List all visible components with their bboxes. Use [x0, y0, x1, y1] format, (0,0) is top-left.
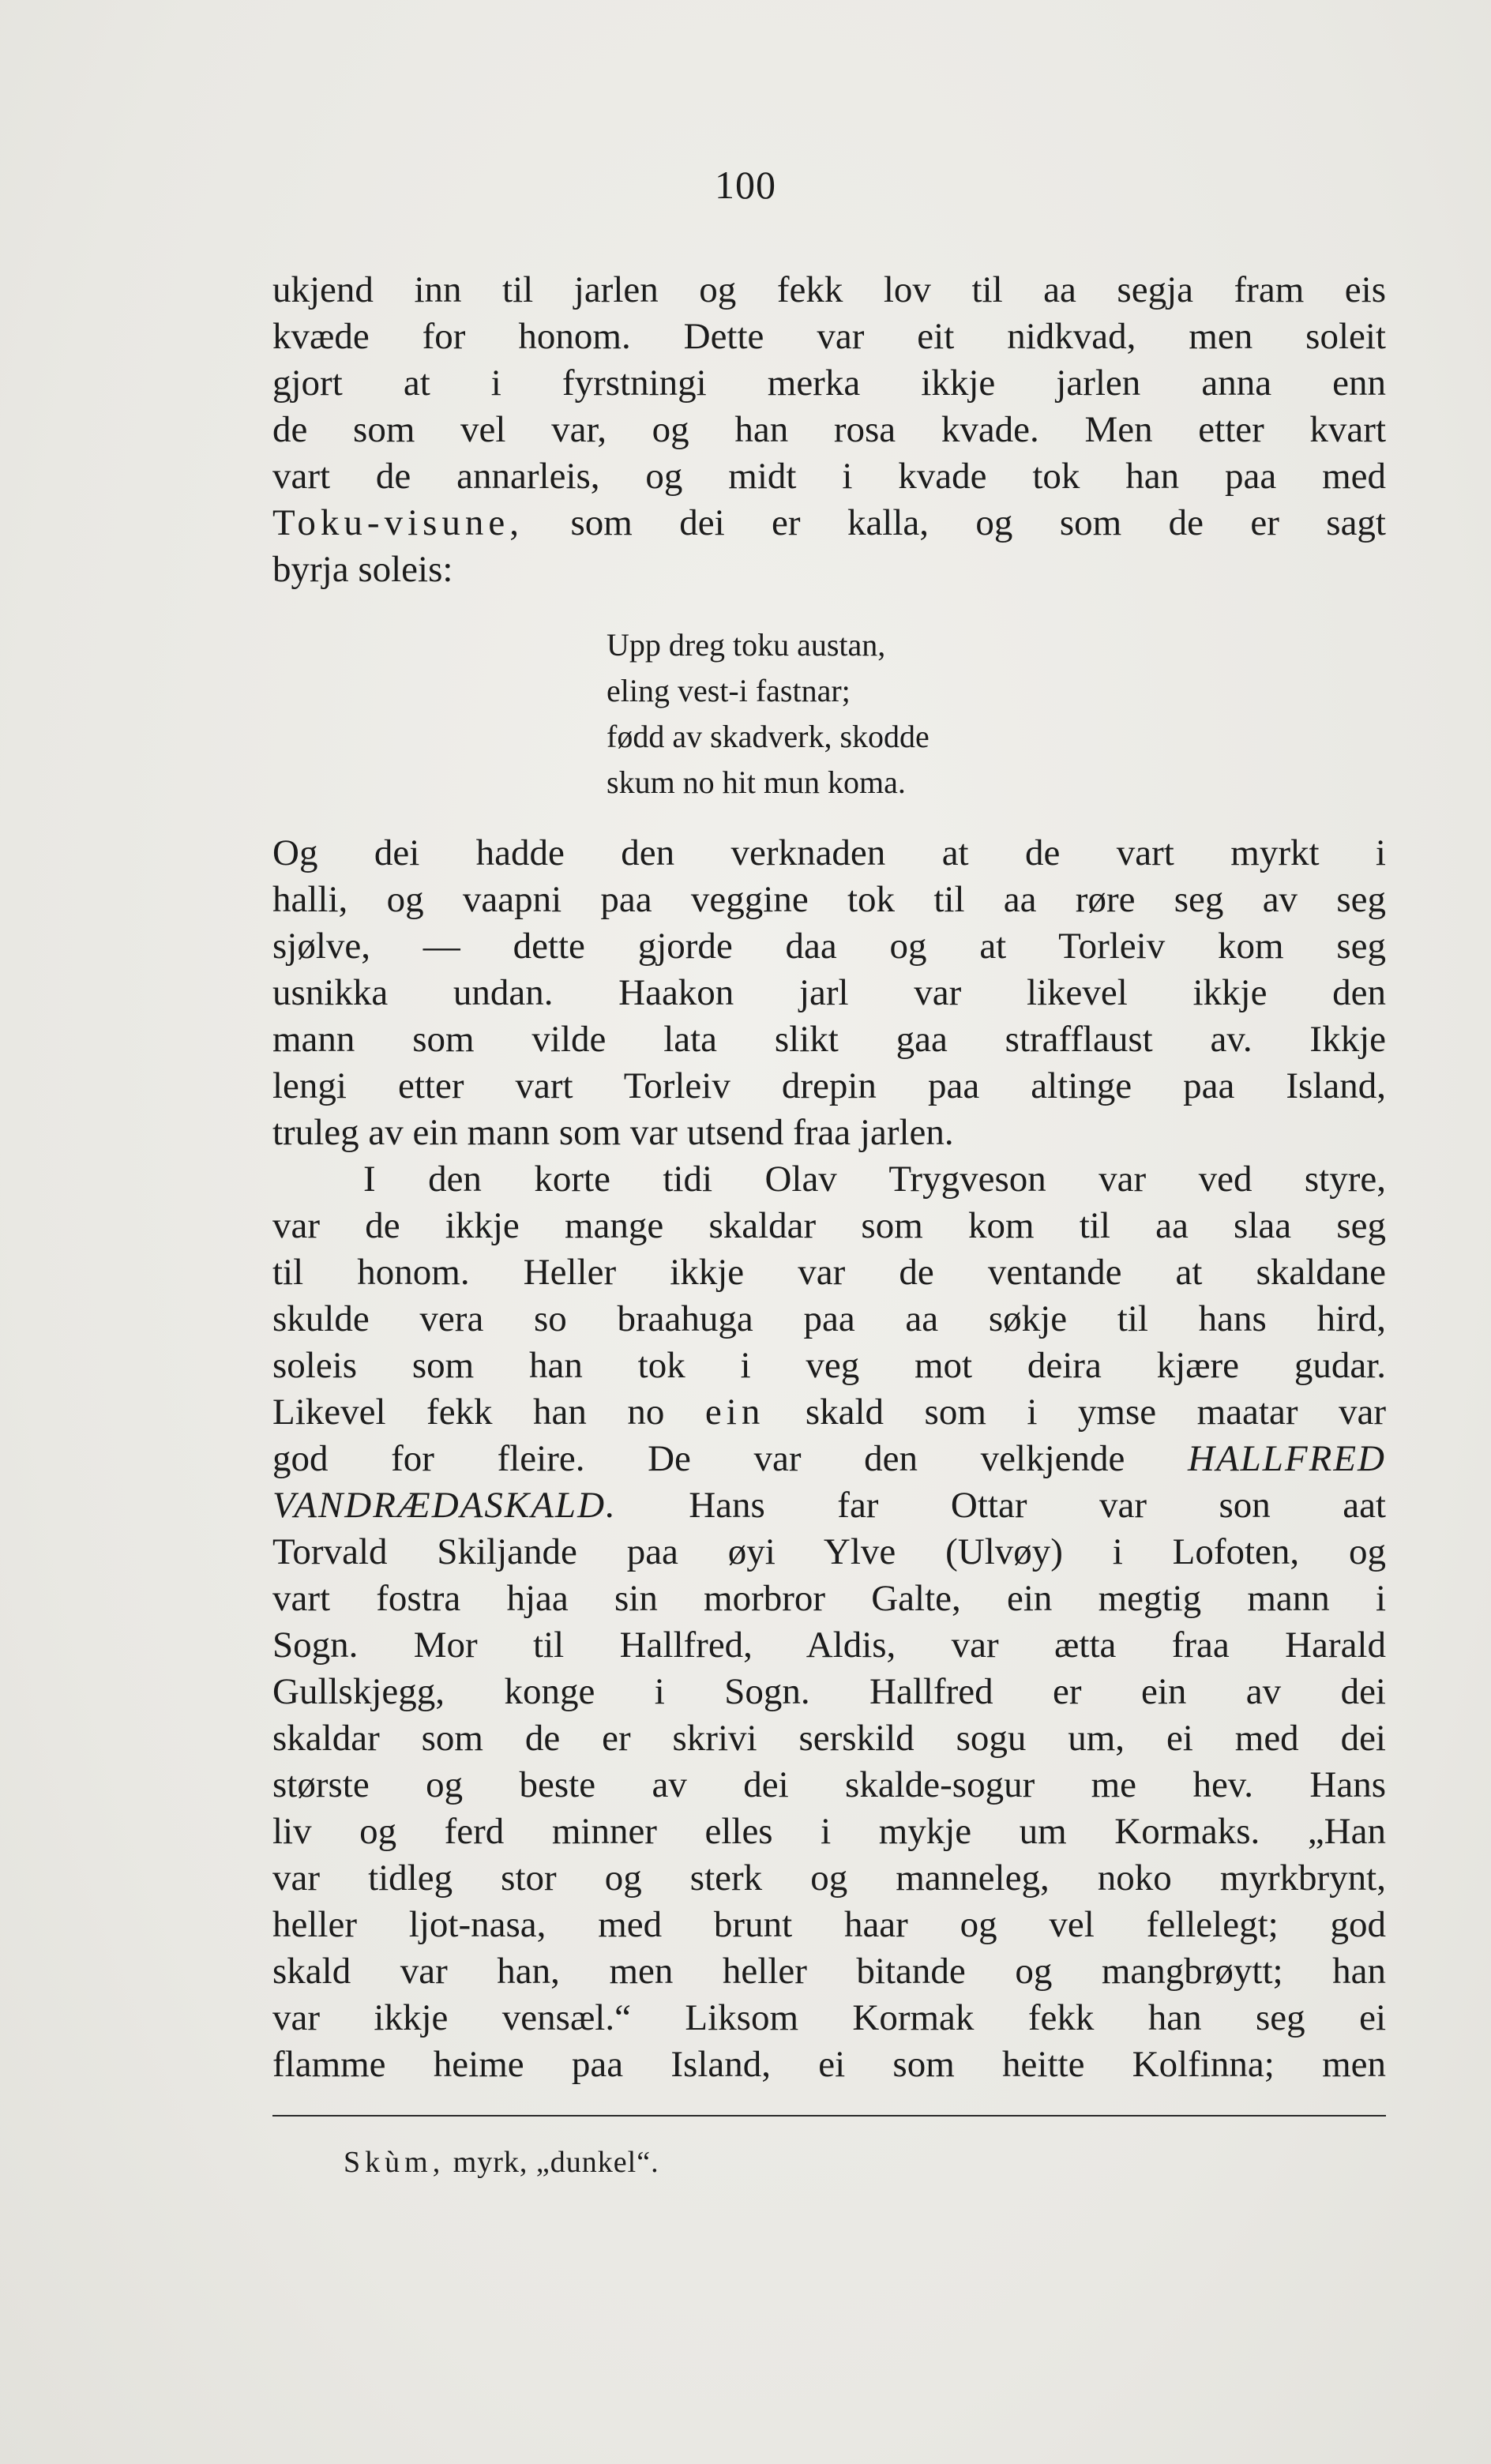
text-span: god for fleire. De var den velkjende	[272, 1438, 1188, 1479]
text-line: flamme heime paa Island, ei som heitte Kolfinna; men	[272, 2044, 1386, 2085]
text-line: ukjend inn til jarlen og fekk lov til aa segja fram eis	[272, 269, 1386, 310]
text-line: var ikkje vensæl.“ Liksom Kormak fekk han seg ei	[272, 1997, 1386, 2038]
text-line: truleg av ein mann som var utsend fraa jarlen.	[272, 1112, 954, 1153]
text-line: kvæde for honom. Dette var eit nidkvad, men soleit	[272, 316, 1386, 357]
text-line: lengi etter vart Torleiv drepin paa altinge paa Island,	[272, 1065, 1386, 1106]
text-line: Og dei hadde den verknaden at de vart myrkt i	[272, 832, 1386, 873]
verse-line: fødd av skadverk, skodde	[607, 719, 930, 754]
text-line	[272, 1482, 1386, 1529]
footnote-rule	[272, 2115, 1386, 2117]
text-line: var de ikkje mange skaldar som kom til aa slaa seg	[272, 1205, 1386, 1246]
text-line: vart fostra hjaa sin morbror Galte, ein megtig mann i	[272, 1578, 1386, 1619]
footnote-term: Skùm,	[344, 2146, 445, 2179]
text-line	[272, 1388, 1386, 1436]
text-line: Torvald Skiljande paa øyi Ylve (Ulvøy) i Lofoten, og	[272, 1531, 1386, 1572]
text-line: skald var han, men heller bitande og mangbrøytt; han	[272, 1951, 1386, 1992]
text-line: I den korte tidi Olav Trygveson var ved styre,	[363, 1159, 1386, 1200]
verse-line: eling vest-i fastnar;	[607, 673, 851, 708]
text-line: usnikka undan. Haakon jarl var likevel ikkje den	[272, 972, 1386, 1013]
spaced-term: ein	[704, 1392, 765, 1433]
text-line: sjølve, — dette gjorde daa og at Torleiv kom seg	[272, 926, 1386, 967]
text-line: til honom. Heller ikkje var de ventande at skaldane	[272, 1252, 1386, 1293]
text-span: skald som i ymse maatar var	[764, 1392, 1386, 1433]
spaced-term: Toku-visune,	[272, 502, 524, 543]
text-span: som dei er kalla, og som de er sagt	[524, 502, 1386, 543]
text-line: heller ljot-nasa, med brunt haar og vel fellelegt; god	[272, 1904, 1386, 1945]
text-line: Gullskjegg, konge i Sogn. Hallfred er ein av dei	[272, 1671, 1386, 1712]
text-line	[272, 1435, 1386, 1482]
text-span: Likevel fekk han no	[272, 1392, 705, 1433]
footnote	[344, 2140, 659, 2184]
text-line: skulde vera so braahuga paa aa søkje til hans hird,	[272, 1298, 1386, 1339]
italic-name: HALLFRED	[1188, 1438, 1386, 1479]
text-span: Hans far Ottar var son aat	[616, 1485, 1386, 1526]
page-number: 100	[715, 163, 776, 207]
text-line: største og beste av dei skalde-sogur me hev. Hans	[272, 1764, 1386, 1805]
text-line: var tidleg stor og sterk og manneleg, noko myrkbrynt,	[272, 1857, 1386, 1899]
footnote-definition: myrk, „dunkel“.	[445, 2146, 659, 2179]
verse-line: Upp dreg toku austan,	[607, 627, 886, 663]
text-line: gjort at i fyrstningi merka ikkje jarlen anna enn	[272, 362, 1386, 404]
italic-name: VANDRÆDASKALD.	[272, 1485, 617, 1526]
text-line: liv og ferd minner elles i mykje um Kormaks. „Han	[272, 1811, 1386, 1852]
text-line: de som vel var, og han rosa kvade. Men etter kvart	[272, 409, 1386, 450]
text-line: soleis som han tok i veg mot deira kjære gudar.	[272, 1345, 1386, 1386]
text-line: byrja soleis:	[272, 549, 453, 590]
verse-line: skum no hit mun koma.	[607, 764, 906, 800]
text-line: skaldar som de er skrivi serskild sogu um, ei med dei	[272, 1718, 1386, 1759]
text-line: Sogn. Mor til Hallfred, Aldis, var ætta fraa Harald	[272, 1625, 1386, 1666]
text-line	[272, 499, 1386, 547]
text-line: halli, og vaapni paa veggine tok til aa røre seg av seg	[272, 879, 1386, 920]
text-line: mann som vilde lata slikt gaa strafflaust av. Ikkje	[272, 1019, 1386, 1060]
text-line: vart de annarleis, og midt i kvade tok han paa med	[272, 456, 1386, 497]
